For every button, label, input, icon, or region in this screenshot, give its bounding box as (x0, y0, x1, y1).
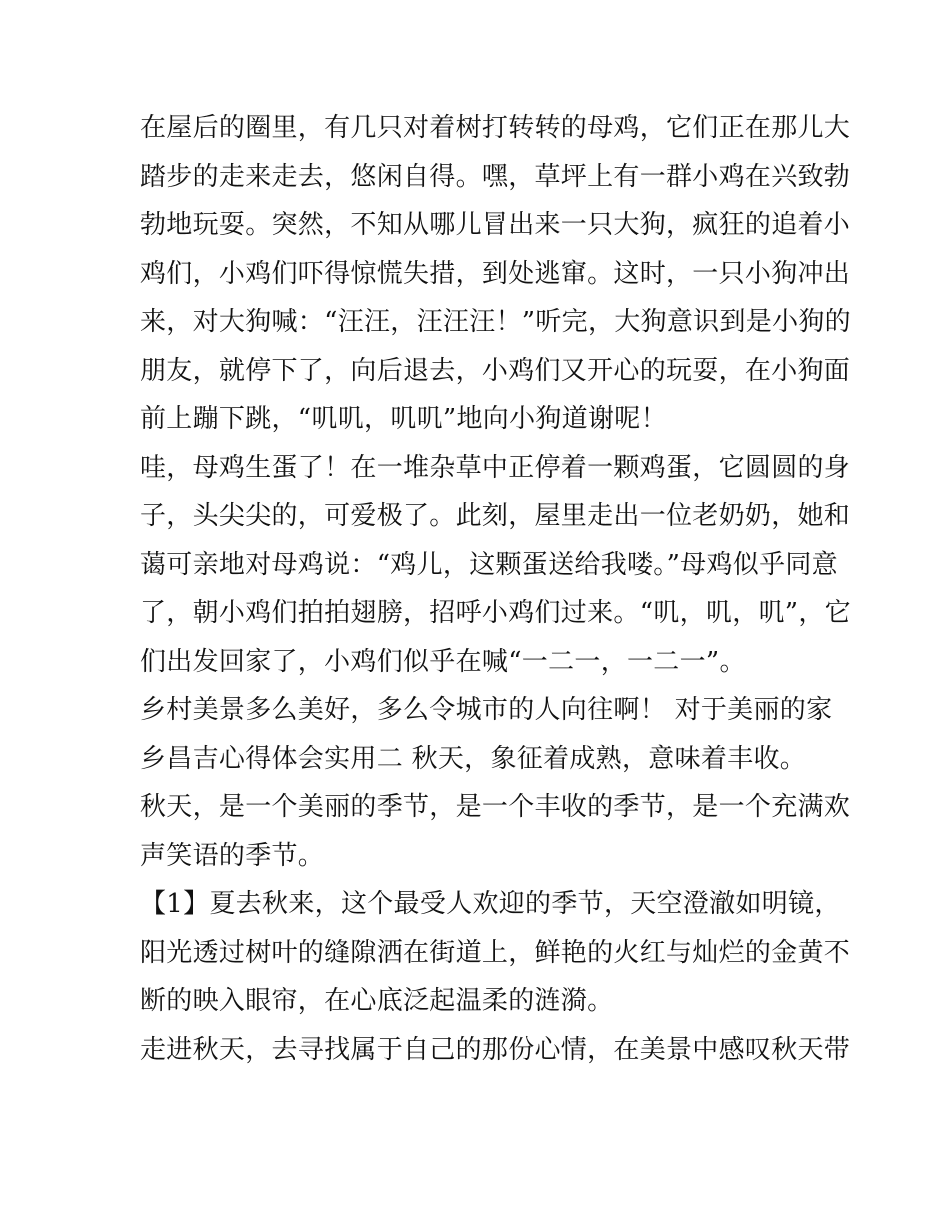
text-line: 来，对大狗喊：“汪汪，汪汪汪！”听完，大狗意识到是小狗的 (140, 307, 851, 337)
text-line: 子，头尖尖的，可爱极了。此刻，屋里走出一位老奶奶，她和 (140, 501, 851, 531)
text-line: 前上蹦下跳，“叽叽，叽叽”地向小狗道谢呢！ (140, 404, 667, 434)
text-line: 蔼可亲地对母鸡说：“鸡儿，这颗蛋送给我喽。”母鸡似乎同意 (140, 549, 838, 580)
text-line: 们出发回家了，小鸡们似乎在喊“一二一，一二一”。 (140, 646, 746, 677)
text-line: 秋天，是一个美丽的季节，是一个丰收的季节，是一个充满欢 (140, 792, 851, 822)
text-line: 走进秋天，去寻找属于自己的那份心情，在美景中感叹秋天带 (140, 1034, 851, 1065)
text-line: 哇，母鸡生蛋了！在一堆杂草中正停着一颗鸡蛋，它圆圆的身 (140, 452, 851, 483)
text-line: 【1】夏去秋来，这个最受人欢迎的季节，天空澄澈如明镜， (140, 889, 841, 919)
document-body (140, 104, 851, 1074)
text-line: 踏步的走来走去，悠闲自得。嘿，草坪上有一群小鸡在兴致勃 (140, 161, 851, 192)
text-line: 乡昌吉心得体会实用二 秋天，象征着成熟，意味着丰收。 (140, 743, 807, 774)
text-line: 乡村美景多么美好，多么令城市的人向往啊！ 对于美丽的家 (140, 695, 833, 725)
text-line: 朋友，就停下了，向后退去，小鸡们又开心的玩耍，在小狗面 (140, 355, 851, 386)
text-line: 鸡们，小鸡们吓得惊慌失措，到处逃窜。这时，一只小狗冲出 (140, 258, 851, 289)
text-line: 阳光透过树叶的缝隙洒在街道上，鲜艳的火红与灿烂的金黄不 (140, 937, 851, 968)
text-line: 勃地玩耍。突然，不知从哪儿冒出来一只大狗，疯狂的追着小 (140, 210, 851, 240)
text-line: 断的映入眼帘，在心底泛起温柔的涟漪。 (140, 986, 614, 1016)
text-line: 声笑语的季节。 (140, 840, 325, 871)
text-line: 了，朝小鸡们拍拍翅膀，招呼小鸡们过来。“叽，叽，叽”，它 (140, 598, 851, 628)
text-line: 在屋后的圈里，有几只对着树打转转的母鸡，它们正在那儿大 (140, 113, 851, 143)
